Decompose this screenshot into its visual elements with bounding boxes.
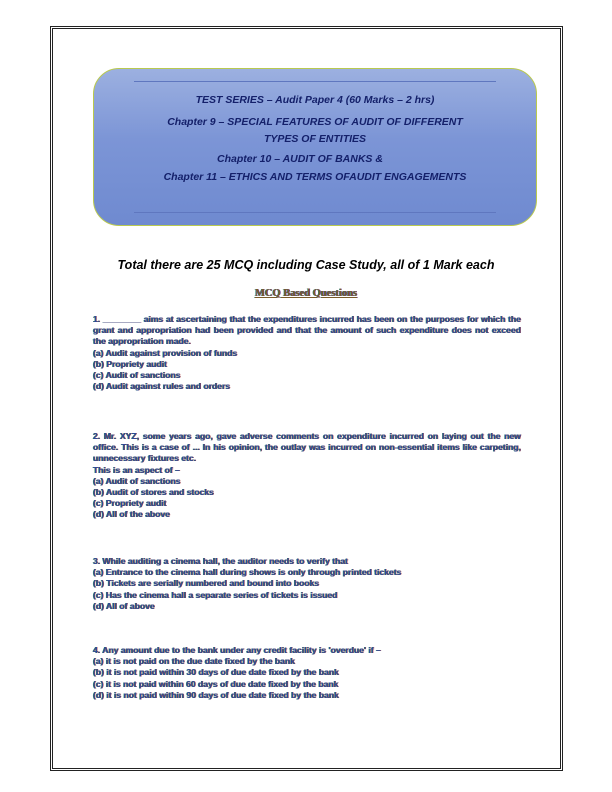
question-2	[93, 431, 521, 521]
test-series-title: TEST SERIES – Audit Paper 4 (60 Marks – 2 hrs)	[195, 94, 435, 106]
total-questions-note: Total there are 25 MCQ including Case Study, all of 1 Mark each	[117, 258, 495, 272]
question-2-option-c: (c) Propriety audit	[93, 498, 167, 509]
question-3-option-b: (b) Tickets are serially numbered and bound into books	[93, 578, 320, 589]
question-1-text: 1. ________ aims at ascertaining that the expenditures incurred has been on the purposes for which the grant and appropriation had been provided and that the amount of such expenditure does not exceed the appropriation made.	[93, 314, 521, 347]
question-3-option-a: (a) Entrance to the cinema hall during shows is only through printed tickets	[93, 567, 402, 578]
question-4-option-a: (a) it is not paid on the due date fixed by the bank	[93, 656, 295, 667]
question-4-option-b: (b) it is not paid within 30 days of due date fixed by the bank	[93, 667, 339, 678]
question-1-option-c: (c) Audit of sanctions	[93, 370, 181, 381]
question-1-option-b: (b) Propriety audit	[93, 358, 168, 369]
question-4-option-c: (c) it is not paid within 60 days of due date fixed by the bank	[93, 678, 339, 689]
question-1	[93, 314, 521, 392]
question-1-option-d: (d) Audit against rules and orders	[93, 381, 231, 392]
question-2-option-b: (b) Audit of stores and stocks	[93, 487, 214, 498]
question-2-lead: This is an aspect of –	[93, 464, 180, 475]
question-2-option-a: (a) Audit of sanctions	[93, 475, 181, 486]
chapter-10-line: Chapter 10 – AUDIT OF BANKS &	[217, 153, 383, 165]
question-4	[93, 645, 521, 701]
question-3-option-d: (d) All of above	[93, 600, 155, 611]
question-3-option-c: (c) Has the cinema hall a separate series of tickets is issued	[93, 589, 338, 600]
question-4-text: 4. Any amount due to the bank under any credit facility is 'overdue' if –	[93, 645, 381, 655]
question-4-option-d: (d) it is not paid within 90 days of due date fixed by the bank	[93, 689, 339, 700]
chapter-9-line-2: TYPES OF ENTITIES	[263, 133, 367, 145]
question-2-option-d: (d) All of the above	[93, 509, 171, 520]
banner-bottom-rule	[134, 212, 496, 213]
question-3-text: 3. While auditing a cinema hall, the auditor needs to verify that	[93, 556, 348, 566]
title-banner	[93, 68, 537, 226]
banner-top-rule	[134, 81, 496, 82]
chapter-9-line-1: Chapter 9 – SPECIAL FEATURES OF AUDIT OF DIFFERENT	[167, 116, 463, 128]
question-2-text: 2. Mr. XYZ, some years ago, gave adverse comments on expenditure incurred on laying out the new office. This is a case of ... In his opinion, the outlay was incurred on non-essential items like carpeting, unnecessary fixtures etc.	[93, 431, 521, 464]
section-heading: MCQ Based Questions	[254, 288, 358, 299]
question-1-option-a: (a) Audit against provision of funds	[93, 347, 238, 358]
chapter-11-line: Chapter 11 – ETHICS AND TERMS OFAUDIT ENGAGEMENTS	[163, 171, 467, 183]
question-3	[93, 556, 521, 612]
